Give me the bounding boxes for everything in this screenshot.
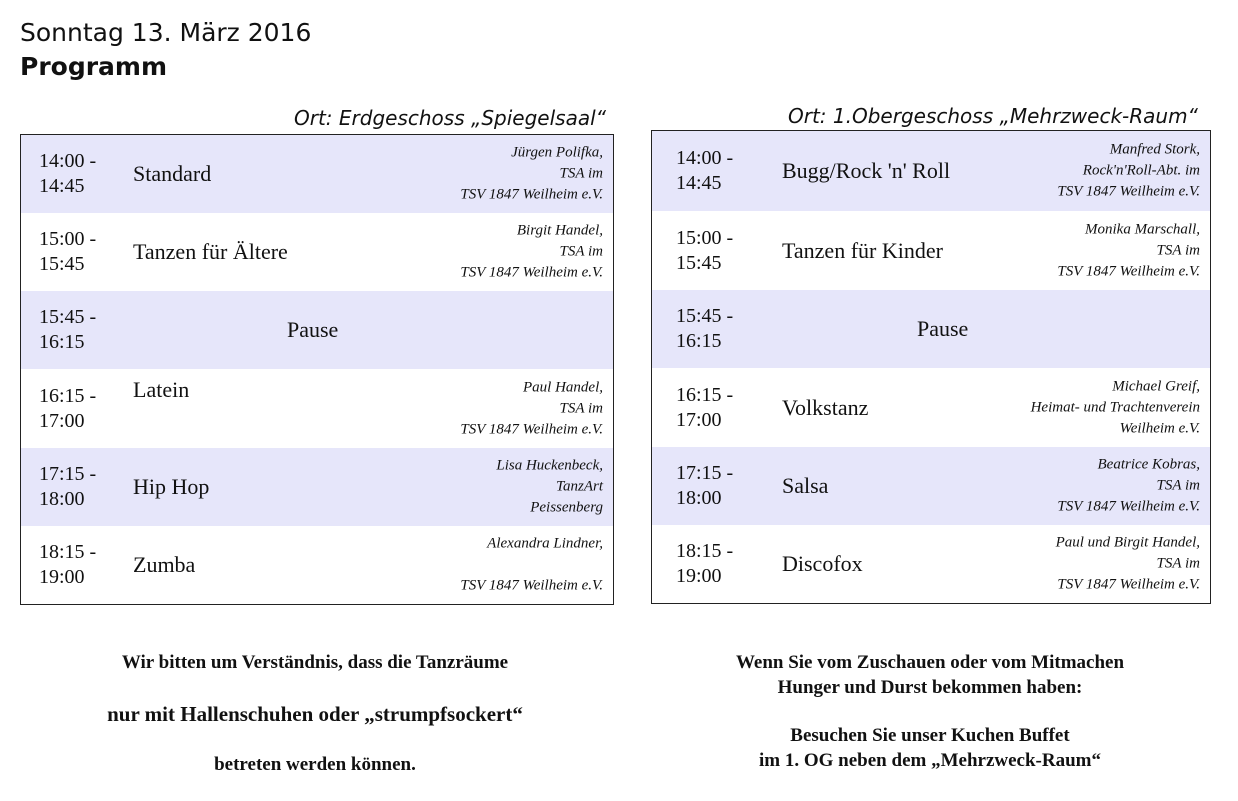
schedule-row [21, 448, 613, 526]
time-start: 17:15 - [676, 462, 734, 484]
time-start: 15:45 - [676, 305, 734, 327]
pause-label: Pause [287, 317, 339, 342]
pause-label: Pause [917, 316, 969, 341]
time-end: 17:00 [676, 408, 722, 431]
time-end: 14:45 [676, 172, 722, 194]
instructor-line: TSV 1847 Weilheim e.V. [1057, 183, 1200, 200]
instructor-info [1056, 533, 1200, 596]
instructor-line: Jürgen Polifka, [511, 144, 603, 161]
instructor-line [460, 555, 603, 576]
instructor-line: Rock'n'Roll-Abt. im [1082, 162, 1200, 179]
event-name: Tanzen für Kinder [782, 237, 943, 263]
instructor-info [1057, 219, 1200, 282]
instructor-line: Paul Handel, [523, 379, 603, 395]
time-start: 18:15 - [676, 540, 734, 562]
time-slot [676, 226, 756, 276]
instructor-line: TanzArt [556, 478, 603, 495]
instructor-line: TSV 1847 Weilheim e.V. [1057, 498, 1200, 515]
notice-buffet-line: Hunger und Durst bekommen haben: [777, 677, 1083, 698]
instructor-line: TSA im [559, 243, 603, 260]
instructor-line: Monika Marschall, [1085, 221, 1200, 237]
notice-buffet-line: Besuchen Sie unser Kuchen Buffet [790, 725, 1070, 746]
instructor-info [1057, 140, 1200, 203]
time-start: 17:15 - [39, 463, 97, 485]
event-name: Bugg/Rock 'n' Roll [782, 158, 951, 183]
notice-footwear-line: Wir bitten um Verständnis, dass die Tanzräume [121, 652, 509, 673]
instructor-info [496, 456, 603, 519]
time-end: 18:00 [39, 488, 85, 510]
instructor-line: TSV 1847 Weilheim e.V. [460, 577, 603, 594]
instructor-line: Peissenberg [530, 499, 603, 516]
time-slot [39, 149, 119, 199]
time-slot [39, 462, 119, 512]
notice-footwear-line: betreten werden können. [214, 754, 416, 775]
instructor-info [460, 143, 603, 206]
time-start: 14:00 - [676, 147, 734, 169]
schedule-table-ground-floor [20, 134, 614, 605]
time-end: 16:15 [676, 330, 722, 352]
time-slot [39, 384, 119, 434]
notice-footwear [40, 650, 590, 777]
instructor-line: Michael Greif, [1112, 378, 1200, 394]
event-name: Discofox [782, 551, 863, 576]
instructor-info [460, 377, 603, 440]
time-start: 14:00 - [39, 150, 97, 172]
schedule-row [21, 135, 613, 213]
instructor-line: TSA im [559, 165, 603, 182]
time-slot [39, 227, 119, 277]
event-name: Zumba [133, 552, 196, 577]
instructor-info [1057, 455, 1200, 518]
time-slot [676, 539, 756, 589]
location-label-ground-floor: Ort: Erdgeschoss „Spiegelsaal“ [294, 106, 607, 130]
instructor-line: TSA im [1156, 242, 1200, 258]
instructor-line: Beatrice Kobras, [1097, 456, 1200, 473]
schedule-row [652, 211, 1210, 290]
instructor-line: TSV 1847 Weilheim e.V. [1057, 263, 1200, 279]
time-slot [676, 146, 756, 196]
schedule-row [652, 131, 1210, 211]
time-slot [676, 304, 756, 354]
instructor-line: TSA im [1156, 477, 1200, 494]
instructor-line: Lisa Huckenbeck, [496, 457, 603, 474]
notice-buffet [680, 650, 1180, 773]
time-end: 16:15 [39, 331, 85, 353]
time-slot [39, 540, 119, 590]
instructor-line: Paul und Birgit Handel, [1055, 534, 1200, 551]
event-name: Hip Hop [133, 474, 210, 499]
instructor-line: Manfred Stork, [1109, 141, 1200, 158]
schedule-row [21, 369, 613, 448]
time-end: 18:00 [676, 487, 722, 509]
time-start: 16:15 - [676, 383, 734, 406]
schedule-row [652, 368, 1210, 447]
time-end: 19:00 [39, 566, 85, 588]
schedule-row [21, 213, 613, 291]
event-name: Tanzen für Ältere [133, 239, 288, 264]
notice-buffet-line: Wenn Sie vom Zuschauen oder vom Mitmachen [735, 652, 1125, 673]
instructor-line: Alexandra Lindner, [487, 535, 603, 552]
time-start: 16:15 - [39, 384, 97, 407]
schedule-row [21, 526, 613, 604]
instructor-line: Heimat- und Trachtenverein [1030, 399, 1200, 415]
time-start: 18:15 - [39, 541, 97, 563]
instructor-info [460, 221, 603, 284]
time-end: 14:45 [39, 175, 85, 197]
schedule-row [652, 447, 1210, 525]
event-name: Latein [133, 377, 190, 402]
notice-buffet-line: im 1. OG neben dem „Mehrzweck-Raum“ [759, 750, 1101, 771]
instructor-line: Weilheim e.V. [1119, 420, 1200, 436]
schedule-row [652, 525, 1210, 603]
page-date: Sonntag 13. März 2016 [20, 18, 312, 47]
time-end: 19:00 [676, 565, 722, 587]
instructor-line: TSV 1847 Weilheim e.V. [460, 186, 603, 203]
instructor-line: Birgit Handel, [516, 222, 603, 239]
instructor-info [1031, 376, 1200, 439]
event-name: Volkstanz [782, 394, 869, 420]
time-start: 15:00 - [676, 226, 734, 249]
instructor-line: TSV 1847 Weilheim e.V. [460, 264, 603, 281]
time-end: 17:00 [39, 409, 85, 432]
time-slot [39, 305, 119, 355]
location-label-first-floor: Ort: 1.Obergeschoss „Mehrzweck-Raum“ [788, 104, 1198, 128]
time-start: 15:45 - [39, 306, 97, 328]
time-start: 15:00 - [39, 228, 97, 250]
time-end: 15:45 [676, 251, 722, 274]
instructor-line: TSV 1847 Weilheim e.V. [460, 421, 603, 437]
instructor-line: TSA im [559, 400, 603, 416]
page-title: Programm [20, 52, 168, 81]
schedule-table-first-floor [651, 130, 1211, 604]
event-name: Salsa [782, 473, 829, 498]
schedule-row [21, 291, 613, 369]
time-end: 15:45 [39, 253, 85, 275]
instructor-line: TSV 1847 Weilheim e.V. [1057, 576, 1200, 593]
instructor-info [460, 534, 603, 597]
notice-footwear-line: nur mit Hallenschuhen oder „strumpfsockert“ [107, 702, 523, 726]
time-slot [676, 461, 756, 511]
schedule-row [652, 290, 1210, 368]
time-slot [676, 383, 756, 433]
instructor-line: TSA im [1156, 555, 1200, 572]
event-name: Standard [133, 161, 212, 186]
